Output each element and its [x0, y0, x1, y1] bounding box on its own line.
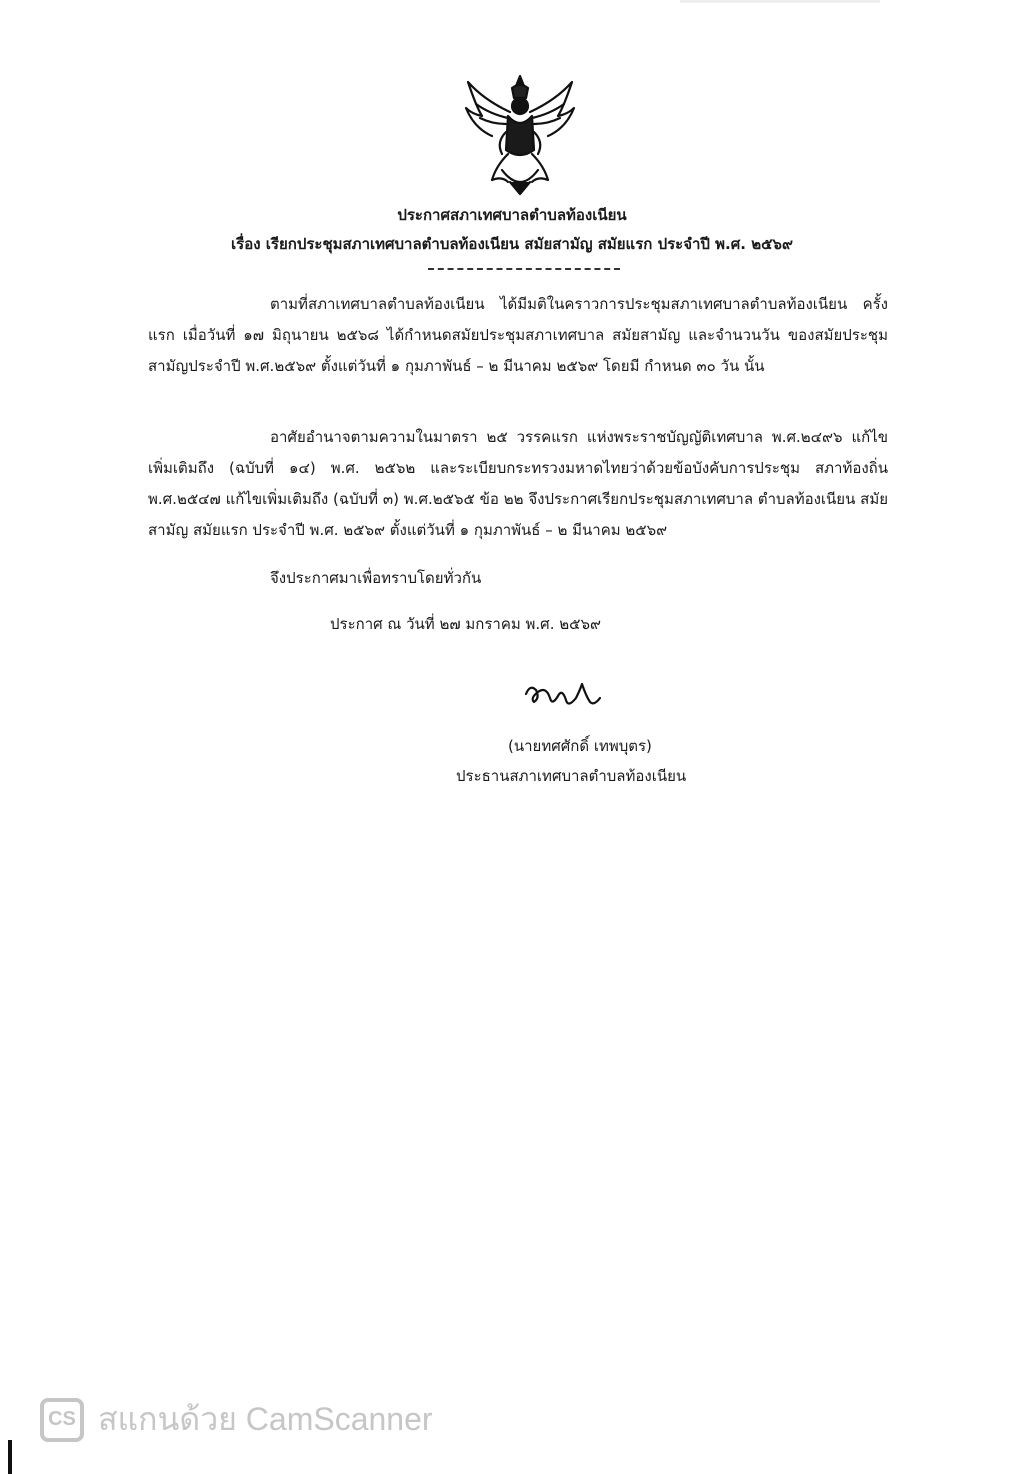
- signer-name: (นายทศศักดิ์ เทพบุตร): [508, 737, 652, 755]
- signer-position: ประธานสภาเทศบาลตำบลท้องเนียน: [456, 767, 687, 785]
- camscanner-logo-icon: CS: [40, 1398, 84, 1442]
- dateline: ประกาศ ณ วันที่ ๒๗ มกราคม พ.ศ. ๒๕๖๙: [330, 615, 601, 633]
- watermark-text: สแกนด้วย CamScanner: [98, 1401, 433, 1437]
- body-paragraph-2: อาศัยอำนาจตามความในมาตรา ๒๕ วรรคแรก แห่งพระราชบัญญัติเทศบาล พ.ศ.๒๔๙๖ แก้ไขเพิ่มเติมถึง (ฉบับที่ ๑๔) พ.ศ. ๒๕๖๒ และระเบียบกระทรวงมหาดไทยว่าด้วยข้อบังคับการประชุม สภาท้องถิ่น พ.ศ.๒๕๔๗ แก้ไขเพิ่มเติมถึง (ฉบับที่ ๓) พ.ศ.๒๕๖๕ ข้อ ๒๒ จึงประกาศเรียกประชุมสภาเทศบาล ตำบลท้องเนียน สมัยสามัญ สมัยแรก ประจำปี พ.ศ. ๒๕๖๙ ตั้งแต่วันที่ ๑ กุมภาพันธ์ – ๒ มีนาคม ๒๕๖๙: [148, 428, 888, 539]
- scan-artifact: [680, 0, 880, 6]
- body-paragraph-1: ตามที่สภาเทศบาลตำบลท้องเนียน ได้มีมติในคราวการประชุมสภาเทศบาลตำบลท้องเนียน ครั้งแรก เมื่อวันที่ ๑๗ มิถุนายน ๒๕๖๘ ได้กำหนดสมัยประชุมสภาเทศบาล สมัยสามัญ และจำนวนวัน ของสมัยประชุมสามัญประจำปี พ.ศ.๒๕๖๙ ตั้งแต่วันที่ ๑ กุมภาพันธ์ – ๒ มีนาคม ๒๕๖๙ โดยมี กำหนด ๓๐ วัน นั้น: [148, 295, 888, 375]
- scan-edge-artifact: [8, 1440, 12, 1474]
- handwritten-signature: [520, 676, 610, 716]
- announcement-subject: เรื่อง เรียกประชุมสภาเทศบาลตำบลท้องเนียน สมัยสามัญ สมัยแรก ประจำปี พ.ศ. ๒๕๖๙: [231, 235, 793, 253]
- announcement-title: ประกาศสภาเทศบาลตำบลท้องเนียน: [397, 206, 627, 224]
- body-paragraph-3: จึงประกาศมาเพื่อทราบโดยทั่วกัน: [270, 569, 482, 587]
- camscanner-watermark: [40, 1394, 433, 1445]
- divider: [428, 268, 620, 270]
- garuda-emblem-icon: [462, 70, 578, 198]
